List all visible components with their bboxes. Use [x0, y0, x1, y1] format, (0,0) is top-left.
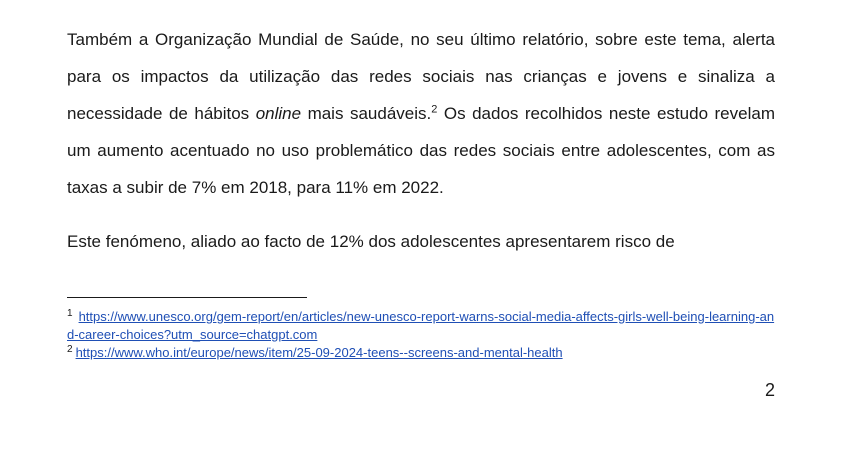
body-paragraph-2: Este fenómeno, aliado ao facto de 12% dos adolescentes apresentarem risco de: [67, 232, 675, 251]
footnote-2-number: 2: [67, 343, 73, 355]
footnotes-section: [67, 308, 777, 362]
footnote-2: [67, 344, 777, 362]
paragraph-1-text-b: mais saudáveis.: [301, 104, 432, 123]
body-paragraph-1: [67, 21, 775, 206]
paragraph-1-emphasis: online: [255, 104, 302, 123]
footnote-1-link[interactable]: https://www.unesco.org/gem-report/en/articles/new-unesco-report-warns-social-media-affects-girls-well-being-learning-and-career-choices?utm_source=chatgpt.com: [67, 309, 775, 342]
page-number: 2: [764, 380, 775, 400]
footnote-1: [67, 308, 777, 344]
footnote-1-number: 1: [67, 307, 73, 319]
paragraph-1-text-a: Também a Organização Mundial de Saúde, no seu último relatório, sobre este tema, alerta para os impactos da utilização das redes sociais nas crianças e jovens e sinaliza a necessidade de hábitos: [67, 30, 775, 123]
footnote-separator: [67, 297, 307, 298]
paragraph-1-text-c: Os dados recolhidos neste estudo revelam um aumento acentuado no uso problemático das redes sociais entre adolescentes, com as taxas a subir de 7% em 2018, para 11% em 2022.: [67, 104, 775, 197]
footnote-reference-2[interactable]: 2: [431, 103, 438, 116]
footnote-2-link[interactable]: https://www.who.int/europe/news/item/25-09-2024-teens--screens-and-mental-health: [75, 345, 563, 360]
